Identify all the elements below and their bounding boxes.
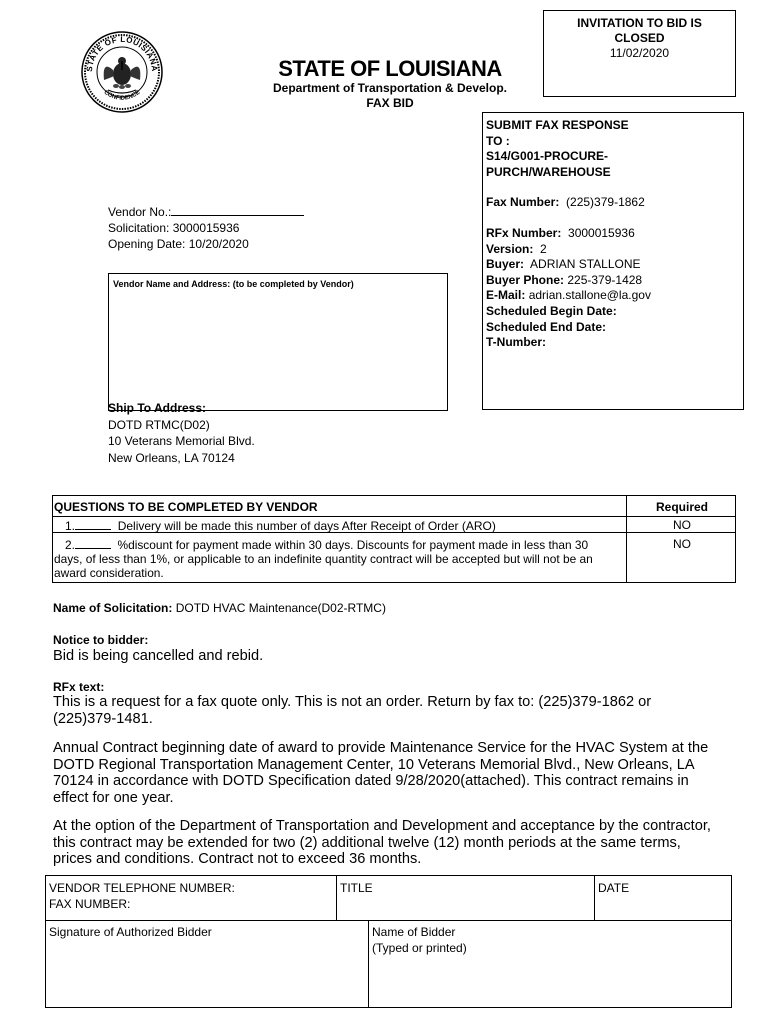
date-label: DATE bbox=[598, 881, 630, 895]
ship-to-line-2: 10 Veterans Memorial Blvd. bbox=[108, 434, 255, 448]
rfx-paragraph-1 bbox=[53, 694, 651, 727]
page-title: STATE OF LOUISIANA bbox=[278, 56, 502, 81]
ship-to-address bbox=[108, 400, 255, 466]
question-1 bbox=[65, 518, 496, 533]
email-value: adrian.stallone@la.gov bbox=[528, 288, 651, 303]
question-2-required: NO bbox=[673, 537, 691, 551]
vendor-questions-table bbox=[52, 495, 736, 583]
ship-to-line-1: DOTD RTMC(D02) bbox=[108, 417, 210, 432]
question-2-line-2: days, of less than 1%, or applicable to an indefinite quantity contract will be accepted but will not be an bbox=[54, 552, 593, 566]
bid-status-box bbox=[543, 10, 736, 97]
signature-label: Signature of Authorized Bidder bbox=[49, 925, 212, 939]
version-row bbox=[486, 242, 739, 258]
scheduled-end-label: Scheduled End Date: bbox=[486, 319, 607, 334]
t-number-label: T-Number: bbox=[486, 335, 546, 350]
title-label: TITLE bbox=[340, 881, 373, 895]
rfx-p3-line-1: At the option of the Department of Transportation and Development and acceptance by the contractor, bbox=[53, 818, 711, 834]
vendor-no-row bbox=[108, 203, 304, 220]
fax-response-line-1: SUBMIT FAX RESPONSE bbox=[486, 118, 629, 132]
scheduled-begin-label: Scheduled Begin Date: bbox=[486, 303, 617, 318]
buyer-label: Buyer: bbox=[486, 257, 525, 272]
bidder-name-hint: (Typed or printed) bbox=[372, 941, 467, 955]
buyer-value: ADRIAN STALLONE bbox=[530, 257, 641, 272]
rfx-p2-line-4: effect for one year. bbox=[53, 789, 174, 806]
solicitation-name-label: Name of Solicitation: bbox=[53, 601, 173, 615]
rfx-p3-line-2: this contract may be extended for two (2) additional twelve (12) month periods at the same terms, bbox=[53, 834, 681, 851]
rfx-number-value: 3000015936 bbox=[568, 225, 635, 240]
question-1-blank[interactable] bbox=[75, 518, 111, 530]
question-2 bbox=[54, 537, 593, 580]
bidder-name-cell[interactable] bbox=[372, 924, 467, 956]
solicitation-name bbox=[53, 601, 386, 615]
ship-to-label: Ship To Address: bbox=[108, 401, 207, 415]
fax-response-line-2: TO : bbox=[486, 133, 510, 148]
vendor-no-label: Vendor No.: bbox=[108, 205, 172, 219]
fax-response-line-3: S14/G001-PROCURE- bbox=[486, 149, 609, 164]
status-line-1: INVITATION TO BID IS bbox=[577, 16, 702, 30]
rfx-p2-line-1: Annual Contract beginning date of award to provide Maintenance Service for the HVAC System at the bbox=[53, 740, 709, 756]
question-1-number: 1. bbox=[65, 519, 76, 533]
vendor-info bbox=[108, 203, 304, 252]
email-label: E-Mail: bbox=[486, 288, 526, 303]
notice-text: Bid is being cancelled and rebid. bbox=[53, 648, 264, 664]
opening-date: Opening Date: 10/20/2020 bbox=[108, 237, 249, 251]
svg-text:STATE OF LOUISIANA: STATE OF LOUISIANA bbox=[84, 34, 160, 73]
solicitation-number: Solicitation: 3000015936 bbox=[108, 221, 240, 235]
vendor-telephone-label: VENDOR TELEPHONE NUMBER: bbox=[49, 881, 235, 895]
buyer-row bbox=[486, 257, 739, 273]
fax-response-line-4: PURCH/WAREHOUSE bbox=[486, 164, 611, 179]
rfx-p3-line-3: prices and conditions. Contract not to exceed 36 months. bbox=[53, 851, 422, 867]
vendor-no-field[interactable] bbox=[171, 203, 304, 216]
rfx-paragraph-3 bbox=[53, 818, 711, 868]
bidder-name-label: Name of Bidder bbox=[372, 925, 456, 939]
required-header: Required bbox=[655, 500, 708, 514]
signature-table bbox=[45, 875, 732, 1008]
buyer-phone-value: 225-379-1428 bbox=[567, 272, 643, 287]
rfx-p1-line-2: (225)379-1481. bbox=[53, 710, 153, 727]
question-1-required: NO bbox=[673, 518, 691, 532]
rfx-p1-line-1: This is a request for a fax quote only. This is not an order. Return by fax to: (225)379-1862 or bbox=[53, 694, 652, 710]
signature-cell[interactable] bbox=[49, 924, 212, 940]
solicitation-name-value: DOTD HVAC Maintenance(D02-RTMC) bbox=[175, 601, 386, 615]
fax-number-value: (225)379-1862 bbox=[566, 195, 645, 210]
version-value: 2 bbox=[540, 241, 547, 256]
question-2-line-1: %discount for payment made within 30 days. Discounts for payment made in less than 30 bbox=[117, 538, 589, 552]
pelican-seal-icon bbox=[80, 30, 164, 114]
document-type: FAX BID bbox=[366, 96, 414, 110]
vendor-telephone-cell[interactable] bbox=[49, 880, 235, 912]
buyer-phone-label: Buyer Phone: bbox=[486, 272, 565, 287]
version-label: Version: bbox=[486, 241, 534, 256]
svg-text:CONFIDENCE: CONFIDENCE bbox=[102, 89, 142, 102]
vendor-name-address-box[interactable] bbox=[108, 273, 448, 411]
rfx-paragraph-2 bbox=[53, 740, 708, 806]
department-name: Department of Transportation & Develop. bbox=[272, 81, 508, 95]
questions-header: QUESTIONS TO BE COMPLETED BY VENDOR bbox=[54, 500, 318, 514]
rfx-number-row bbox=[486, 226, 739, 242]
fax-number-label: Fax Number: bbox=[486, 195, 560, 210]
notice-label: Notice to bidder: bbox=[53, 633, 149, 647]
date-cell[interactable] bbox=[598, 880, 629, 896]
fax-number-row bbox=[486, 195, 739, 211]
buyer-phone-row bbox=[486, 273, 739, 289]
vendor-name-address-label: Vendor Name and Address: (to be completed by Vendor) bbox=[113, 279, 354, 289]
ship-to-line-3: New Orleans, LA 70124 bbox=[108, 450, 235, 465]
fax-response-box bbox=[482, 112, 744, 410]
rfx-number-label: RFx Number: bbox=[486, 225, 562, 240]
status-line-2: CLOSED bbox=[614, 31, 665, 45]
fax-number-label-bottom: FAX NUMBER: bbox=[49, 897, 131, 911]
question-2-number: 2. bbox=[65, 538, 75, 552]
question-1-text: Delivery will be made this number of days After Receipt of Order (ARO) bbox=[117, 519, 496, 533]
status-date: 11/02/2020 bbox=[609, 46, 670, 60]
question-2-line-3: award consideration. bbox=[54, 566, 164, 580]
title-cell[interactable] bbox=[340, 880, 373, 896]
email-row bbox=[486, 288, 739, 304]
rfx-text-label: RFx text: bbox=[53, 680, 105, 694]
rfx-p2-line-2: DOTD Regional Transportation Management Center, 10 Veterans Memorial Blvd., New Orleans, LA bbox=[53, 756, 695, 773]
rfx-p2-line-3: 70124 in accordance with DOTD Specification dated 9/28/2020(attached). This contract remains in bbox=[53, 773, 689, 789]
question-2-blank[interactable] bbox=[75, 537, 111, 549]
